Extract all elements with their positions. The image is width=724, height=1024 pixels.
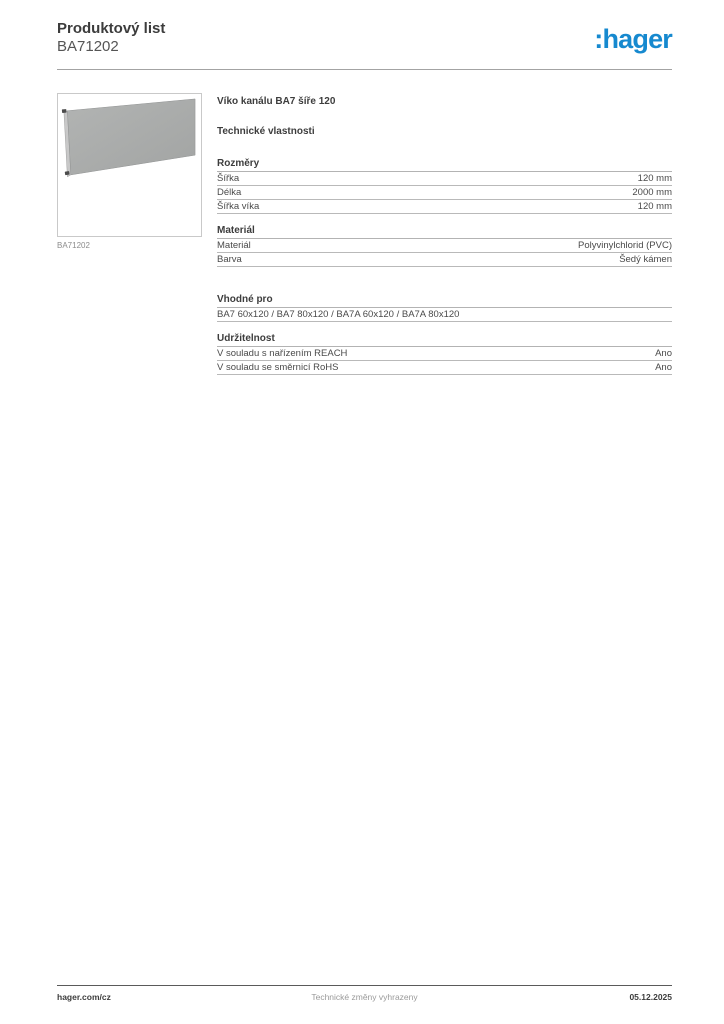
- spec-row: [217, 347, 672, 361]
- spec-row: [217, 200, 672, 214]
- spec-label: Barva: [217, 254, 242, 265]
- spec-section: [217, 225, 672, 267]
- spec-value: 2000 mm: [632, 187, 672, 198]
- spec-sections: [217, 158, 672, 375]
- spec-label: Šířka víka: [217, 201, 260, 212]
- spec-row: [217, 186, 672, 200]
- product-code: BA71202: [57, 38, 119, 55]
- spec-value: Polyvinylchlorid (PVC): [578, 240, 672, 251]
- spec-label: V souladu se směrnicí RoHS: [217, 362, 339, 373]
- spec-value: Šedý kámen: [619, 254, 672, 265]
- spec-row: [217, 239, 672, 253]
- product-image-frame: [57, 93, 202, 237]
- footer-date: 05.12.2025: [629, 992, 672, 1002]
- section-title: Udržitelnost: [217, 333, 672, 347]
- trunking-lid-graphic: [58, 94, 201, 236]
- spec-label: Materiál: [217, 240, 251, 251]
- spec-label: BA7 60x120 / BA7 80x120 / BA7A 60x120 / BA7A 80x120: [217, 309, 460, 320]
- spec-value: Ano: [655, 362, 672, 373]
- footer-website: hager.com/cz: [57, 992, 111, 1002]
- spec-row: [217, 361, 672, 375]
- spec-label: Šířka: [217, 173, 240, 184]
- spec-label: Délka: [217, 187, 242, 198]
- spec-section: [217, 158, 672, 214]
- spec-value: Ano: [655, 348, 672, 359]
- spec-value: 120 mm: [637, 201, 672, 212]
- page-footer: [57, 992, 672, 1002]
- product-image-caption: BA71202: [57, 241, 90, 250]
- tech-properties-heading: Technické vlastnosti: [217, 126, 315, 137]
- spec-section: [217, 333, 672, 375]
- section-title: Vhodné pro: [217, 294, 672, 308]
- spec-section: [217, 294, 672, 322]
- footer-disclaimer: Technické změny vyhrazeny: [311, 992, 418, 1002]
- spec-value: 120 mm: [637, 173, 672, 184]
- document-title: Produktový list: [57, 20, 166, 37]
- spec-column: [217, 96, 672, 375]
- hager-logo: :hager: [594, 24, 672, 54]
- header-divider: [57, 69, 672, 70]
- spec-row: [217, 172, 672, 186]
- section-title: Rozměry: [217, 158, 672, 172]
- document-header: [57, 20, 165, 56]
- spec-label: V souladu s nařízením REACH: [217, 348, 348, 359]
- product-name: Víko kanálu BA7 šíře 120: [217, 96, 336, 107]
- spec-row: [217, 308, 672, 322]
- spec-row: [217, 253, 672, 267]
- section-title: Materiál: [217, 225, 672, 239]
- footer-divider: [57, 985, 672, 986]
